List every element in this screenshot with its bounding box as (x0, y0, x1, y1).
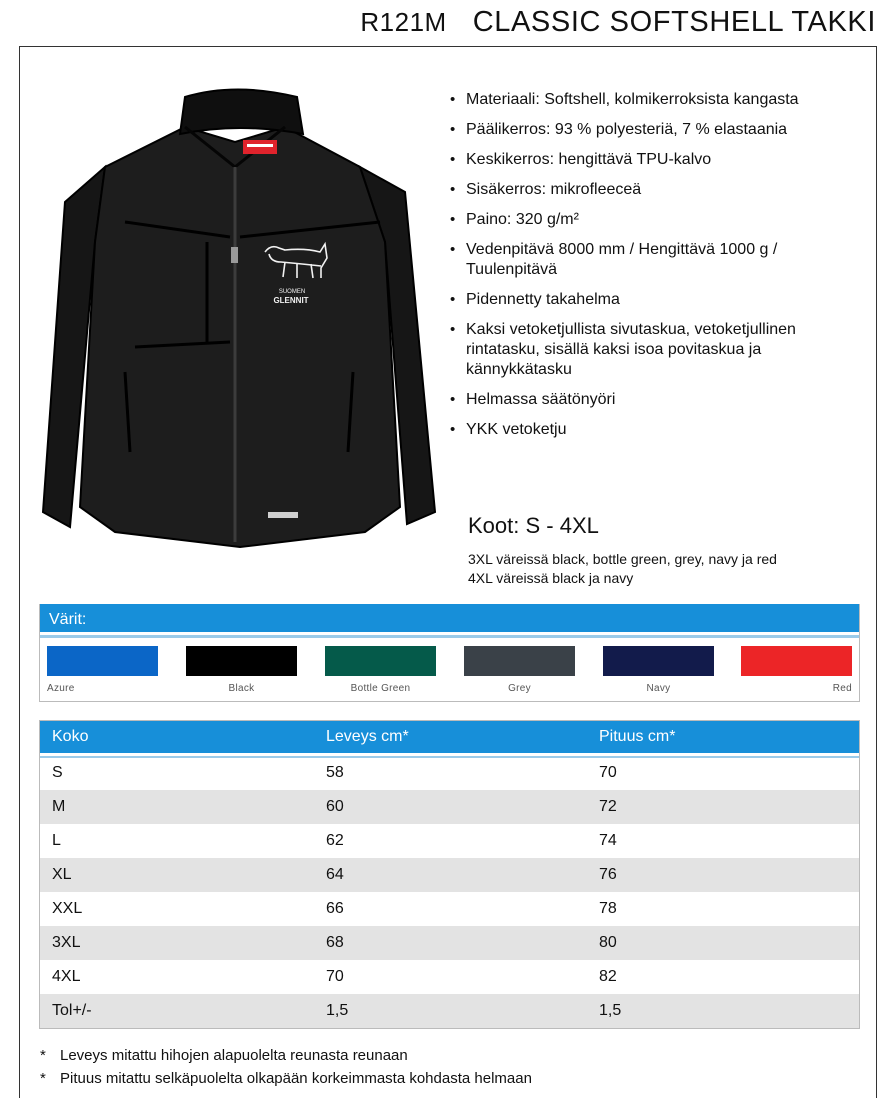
column-header-size: Koko (52, 728, 89, 745)
footnotes (40, 1044, 532, 1090)
logo-text-bottom: GLENNIT (273, 296, 309, 305)
color-swatch-label: Azure (47, 683, 75, 694)
table-cell: 80 (599, 934, 617, 951)
table-row (40, 926, 859, 960)
column-header-width: Leveys cm* (326, 728, 409, 745)
colors-heading: Värit: (40, 604, 859, 635)
feature-item: • YKK vetoketju (448, 420, 858, 440)
table-cell: 60 (326, 798, 344, 815)
table-cell: 76 (599, 866, 617, 883)
table-cell: S (52, 764, 63, 781)
table-cell: 64 (326, 866, 344, 883)
table-cell: M (52, 798, 66, 815)
table-cell: 70 (326, 968, 344, 985)
table-cell: 1,5 (599, 1002, 622, 1019)
table-row (40, 858, 859, 892)
feature-item: • Kaksi vetoketjullista sivutaskua, vetoketjullinen rintatasku, sisällä kaksi isoa povitaskua ja kännykkätasku (448, 320, 858, 380)
feature-item: • Materiaali: Softshell, kolmikerroksista kangasta (448, 90, 858, 110)
table-row (40, 960, 859, 994)
product-code: R121M (360, 7, 447, 37)
color-swatch-label: Grey (508, 683, 531, 694)
sizes-note (468, 550, 777, 588)
table-cell: L (52, 832, 61, 849)
color-swatch-label: Navy (646, 683, 671, 694)
color-swatch-label: Bottle Green (350, 683, 411, 694)
table-cell: 1,5 (326, 1002, 349, 1019)
table-cell: 74 (599, 832, 617, 849)
table-body (40, 756, 859, 1028)
feature-item: • Sisäkerros: mikrofleeceä (448, 180, 858, 200)
footnote-text: Pituus mitattu selkäpuolelta olkapään korkeimmasta kohdasta helmaan (60, 1070, 532, 1087)
color-swatch (464, 646, 575, 676)
feature-list (448, 90, 858, 450)
table-header (40, 721, 859, 756)
feature-item: • Helmassa säätönyöri (448, 390, 858, 410)
sizes-note-3xl: 3XL väreissä black, bottle green, grey, navy ja red (468, 551, 777, 567)
table-cell: XXL (52, 900, 83, 917)
table-cell: 72 (599, 798, 617, 815)
logo-text-top: SUOMEN (278, 289, 306, 295)
table-cell: 66 (326, 900, 344, 917)
color-swatch (325, 646, 436, 676)
colors-panel (39, 604, 860, 702)
color-swatch (603, 646, 714, 676)
product-title: CLASSIC SOFTSHELL TAKKI (472, 6, 876, 38)
table-cell: 62 (326, 832, 344, 849)
table-cell: 70 (599, 764, 617, 781)
size-table (39, 720, 860, 1029)
column-header-length: Pituus cm* (599, 728, 676, 745)
table-row (40, 756, 859, 790)
feature-item: • Päälikerros: 93 % polyesteriä, 7 % elastaania (448, 120, 858, 140)
color-swatch (186, 646, 297, 676)
footnote-mark: * (40, 1070, 46, 1087)
table-cell: 82 (599, 968, 617, 985)
footnote-mark: * (40, 1047, 46, 1064)
page-header (360, 6, 876, 46)
table-row (40, 892, 859, 926)
footnote (40, 1067, 532, 1090)
feature-item: • Pidennetty takahelma (448, 290, 858, 310)
table-row (40, 790, 859, 824)
feature-item: • Paino: 320 g/m² (448, 210, 858, 230)
color-swatch-label: Red (832, 683, 852, 694)
table-cell: 68 (326, 934, 344, 951)
color-swatch-label: Black (228, 683, 255, 694)
table-cell: 58 (326, 764, 344, 781)
footnote (40, 1044, 532, 1067)
color-swatch (47, 646, 158, 676)
feature-item: • Keskikerros: hengittävä TPU-kalvo (448, 150, 858, 170)
sizes-note-4xl: 4XL väreissä black ja navy (468, 570, 634, 586)
table-row (40, 994, 859, 1028)
color-swatch (741, 646, 852, 676)
table-cell: 3XL (52, 934, 81, 951)
feature-item: • Vedenpitävä 8000 mm / Hengittävä 1000 g / Tuulenpitävä (448, 240, 858, 280)
jacket-image (35, 72, 445, 582)
table-cell: XL (52, 866, 72, 883)
table-cell: Tol+/- (52, 1002, 92, 1019)
table-cell: 4XL (52, 968, 81, 985)
table-cell: 78 (599, 900, 617, 917)
sizes-title: Koot: S - 4XL (468, 513, 599, 538)
footnote-text: Leveys mitattu hihojen alapuolelta reunasta reunaan (60, 1047, 408, 1064)
table-row (40, 824, 859, 858)
